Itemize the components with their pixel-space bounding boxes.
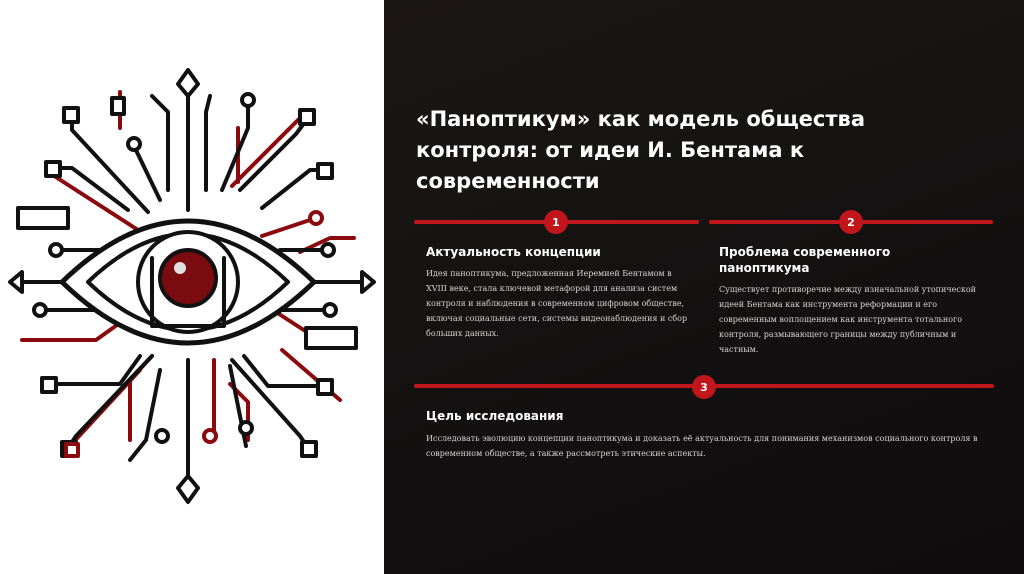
- section-2-number-badge: 2: [839, 210, 863, 234]
- section-3-body: Исследовать эволюцию концепции паноптикума и доказать её актуальность для понимания механизмов социального контроля в современном обществе, а также рассмотреть этические аспекты.: [426, 434, 978, 458]
- section-1-number-badge: 1: [544, 210, 568, 234]
- content-panel: [384, 0, 1024, 574]
- section-2-body: Существует противоречие между изначальной утопической идеей Бентама как инструмента реформации и его современным воплощением как инструмента тотального контроля, размывающего границы между публичным и частным.: [719, 285, 976, 354]
- section-1-heading: Актуальность концепции: [426, 245, 601, 259]
- section-3-heading: Цель исследования: [426, 409, 564, 423]
- illustration-panel: [0, 0, 384, 574]
- section-1-body: Идея паноптикума, предложенная Иеремией Бентамом в XVIII веке, стала ключевой метафорой для анализа систем контроля и наблюдения в современном цифровом обществе, включая социальные сети, системы видеонаблюдения и сбор больших данных.: [426, 269, 688, 338]
- eye-circuit-icon: [0, 0, 384, 574]
- section-3-number-badge: 3: [692, 375, 716, 399]
- section-2-heading: Проблема современного паноптикума: [719, 245, 891, 275]
- page-title: «Паноптикум» как модель общества контроля: от идеи И. Бентама к современности: [416, 107, 866, 193]
